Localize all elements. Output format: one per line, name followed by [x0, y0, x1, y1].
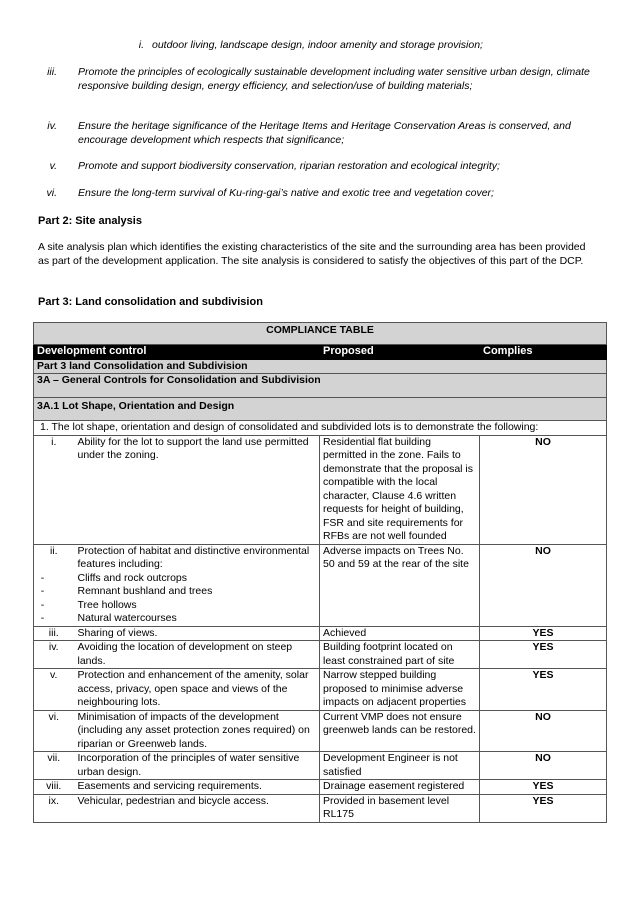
table-row: [34, 794, 607, 822]
objective-number: iii.: [47, 66, 57, 78]
row-proposed: Residential flat building permitted in the zone. Fails to demonstrate that the proposal is compatible with the local character, Clause 4.6 written requests for height of building, FSR and site requirements for RFBs are not well founded: [320, 435, 480, 544]
row-proposed: Building footprint located on least constrained part of site: [320, 641, 480, 669]
row-number: v.: [34, 669, 74, 711]
row-control: Incorporation of the principles of water sensitive urban design.: [74, 752, 320, 780]
row-complies: NO: [480, 752, 607, 780]
row-control: Avoiding the location of development on steep lands.: [74, 641, 320, 669]
objective-text: Ensure the long-term survival of Ku-ring-gai’s native and exotic tree and vegetation cover;: [78, 187, 494, 199]
objective-text: outdoor living, landscape design, indoor amenity and storage provision;: [152, 39, 483, 51]
header-proposed: Proposed: [320, 345, 480, 360]
row-complies: YES: [480, 780, 607, 795]
row-control-text: Protection of habitat and distinctive environmental features including:: [77, 544, 310, 570]
row-number: vi.: [34, 710, 74, 752]
sub-item: - Tree hollows: [40, 598, 137, 611]
row-complies: YES: [480, 626, 607, 641]
table-row: [34, 752, 607, 780]
row-complies: NO: [480, 435, 607, 544]
table-title: COMPLIANCE TABLE: [34, 323, 607, 345]
table-row: [34, 669, 607, 711]
row-number: vii.: [34, 752, 74, 780]
row-complies: NO: [480, 710, 607, 752]
part3-heading: Part 3: Land consolidation and subdivision: [38, 296, 263, 308]
row-control: Minimisation of impacts of the development (including any asset protection zones required) on riparian or Greenweb lands.: [74, 710, 320, 752]
table-row: [34, 780, 607, 795]
row-control: Easements and servicing requirements.: [74, 780, 320, 795]
row-control: Sharing of views.: [74, 626, 320, 641]
sub-item: - Cliffs and rock outcrops: [40, 571, 188, 584]
objective-number: v.: [49, 160, 57, 172]
row-number: iii.: [34, 626, 74, 641]
sub-item: - Remnant bushland and trees: [40, 585, 213, 597]
row-proposed: Drainage easement registered: [320, 780, 480, 795]
subsection-heading: 3A – General Controls for Consolidation and Subdivision: [34, 374, 607, 398]
table-row: [34, 544, 607, 626]
row-proposed: Narrow stepped building proposed to minimise adverse impacts on adjacent properties: [320, 669, 480, 711]
row-proposed: Development Engineer is not satisfied: [320, 752, 480, 780]
row-complies: NO: [480, 544, 607, 626]
intro-text: 1. The lot shape, orientation and design of consolidated and subdivided lots is to demonstrate the following:: [34, 421, 607, 436]
row-number: iv.: [34, 641, 74, 669]
row-proposed: Current VMP does not ensure greenweb lands can be restored.: [320, 710, 480, 752]
part2-heading: Part 2: Site analysis: [38, 215, 142, 227]
row-complies: YES: [480, 669, 607, 711]
table-row: [34, 435, 607, 544]
part2-body: A site analysis plan which identifies the existing characteristics of the site and the surrounding area has been provided as part of the development application. The site analysis is considered to satisfy the objectives of this part of the DCP.: [38, 241, 586, 267]
header-complies: Complies: [480, 345, 607, 360]
objective-number: i.: [138, 39, 144, 51]
objective-number: vi.: [46, 187, 57, 199]
objective-text: Promote the principles of ecologically sustainable development including water sensitive urban design, climate responsive building design, energy efficiency, and selection/use of building materials;: [78, 66, 590, 92]
row-number: i.: [34, 435, 74, 544]
row-control: Ability for the lot to support the land use permitted under the zoning.: [74, 435, 320, 544]
row-number: ii.: [34, 544, 74, 626]
table-row: [34, 710, 607, 752]
subsubsection-heading: 3A.1 Lot Shape, Orientation and Design: [34, 398, 607, 421]
objective-text: Promote and support biodiversity conservation, riparian restoration and ecological integrity;: [78, 160, 500, 172]
row-proposed: Provided in basement level RL175: [320, 794, 480, 822]
table-row: [34, 626, 607, 641]
sub-item: - Natural watercourses: [40, 612, 177, 624]
section-heading: Part 3 land Consolidation and Subdivision: [34, 359, 607, 374]
objective-text: Ensure the heritage significance of the Heritage Items and Heritage Conservation Areas is conserved, and encourage development which respects that significance;: [78, 120, 571, 146]
row-number: ix.: [34, 794, 74, 822]
table-header-row: [34, 345, 607, 360]
objective-number: iv.: [47, 120, 57, 132]
row-control: Protection and enhancement of the amenity, solar access, privacy, open space and views of the neighbouring lots.: [74, 669, 320, 711]
compliance-table: [33, 322, 607, 823]
header-development-control: Development control: [34, 345, 320, 360]
row-complies: YES: [480, 641, 607, 669]
row-complies: YES: [480, 794, 607, 822]
row-proposed: Achieved: [320, 626, 480, 641]
row-proposed: Adverse impacts on Trees No. 50 and 59 at the rear of the site: [320, 544, 480, 626]
row-control: Vehicular, pedestrian and bicycle access.: [74, 794, 320, 822]
table-row: [34, 641, 607, 669]
row-number: viii.: [34, 780, 74, 795]
